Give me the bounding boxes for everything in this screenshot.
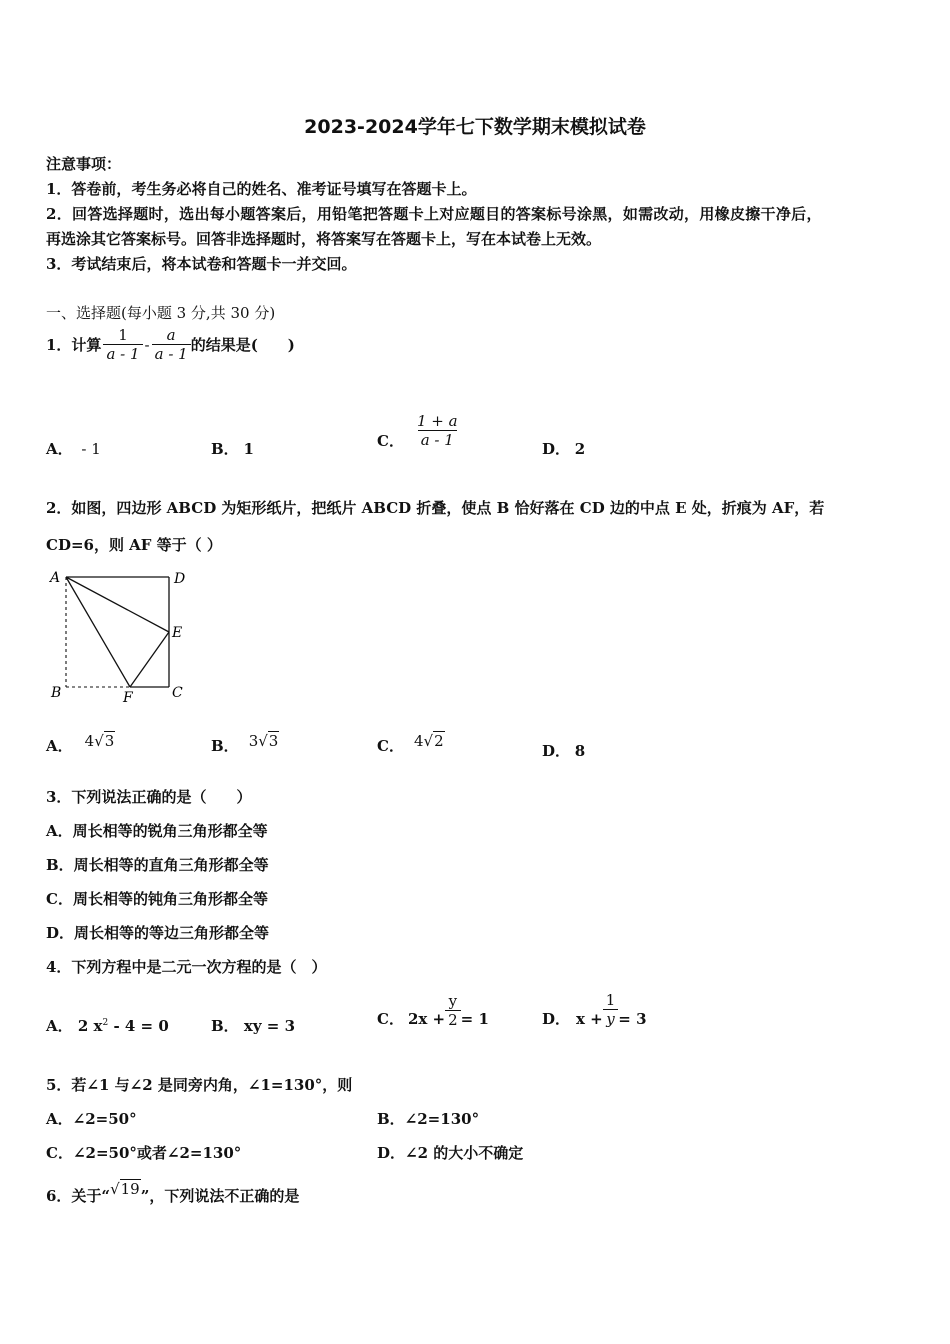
option-label: D．	[542, 1010, 571, 1028]
frac-num: 1 + a	[416, 412, 458, 430]
q2-option-c[interactable]	[377, 732, 445, 756]
option-label: D．	[542, 440, 571, 458]
coefficient: 3	[248, 732, 259, 750]
notice-item: 3．考试结束后，将本试卷和答题卡一并交回。	[46, 255, 357, 273]
radicand: 19	[120, 1180, 140, 1198]
q1-frac2-den: a - 1	[152, 344, 191, 363]
sqrt-expression	[249, 732, 280, 750]
sqrt: √3	[94, 732, 115, 750]
q5-option-c[interactable]: C．∠2=50°或者∠2=130°	[46, 1144, 242, 1162]
expr-part: = 1	[460, 1009, 489, 1028]
q5-option-b[interactable]: B．∠2=130°	[377, 1110, 480, 1128]
radicand: 3	[268, 732, 279, 750]
question-1	[46, 326, 295, 363]
q5-stem: 5．若∠1 与∠2 是同旁内角，∠1=130°，则	[46, 1076, 353, 1094]
frac-num: y	[448, 992, 458, 1010]
segment-ef	[130, 632, 169, 687]
option-label: C．	[377, 737, 404, 755]
q1-suffix: 的结果是( )	[190, 336, 295, 354]
q3-option-d[interactable]: D．周长相等的等边三角形都全等	[46, 924, 270, 942]
option-label: B．	[211, 737, 239, 755]
frac-den: a - 1	[418, 430, 457, 449]
notice-item: 再选涂其它答案标号。回答非选择题时，将答案写在答题卡上，写在本试卷上无效。	[46, 230, 602, 248]
question-6	[46, 1180, 299, 1206]
q1-frac1-num: 1	[118, 326, 128, 344]
q1-option-d[interactable]	[542, 438, 585, 459]
notice-item: 2．回答选择题时，选出每小题答案后，用铅笔把答题卡上对应题目的答案标号涂黑，如需改动，用橡皮擦干净后，	[46, 205, 822, 223]
q1-frac2-num: a	[166, 326, 176, 344]
exponent: 2	[102, 1018, 109, 1028]
q4-option-a[interactable]	[46, 1015, 169, 1036]
expr-part: 2x +	[407, 1009, 446, 1028]
expr-part: x +	[576, 1009, 603, 1028]
label-c: C	[172, 685, 183, 701]
option-value: xy = 3	[243, 1017, 296, 1035]
option-value: 2	[574, 440, 586, 458]
coefficient: 4	[413, 732, 424, 750]
sqrt-expression	[414, 732, 445, 750]
option-value: 8	[574, 742, 586, 760]
sqrt-expression	[85, 732, 116, 750]
option-label: C．	[377, 1010, 404, 1028]
q3-option-b[interactable]: B．周长相等的直角三角形都全等	[46, 856, 269, 874]
coefficient: 4	[84, 732, 95, 750]
q4-c-fraction	[445, 992, 461, 1029]
sqrt: √19	[110, 1180, 140, 1198]
label-b: B	[51, 685, 62, 701]
q4-option-c[interactable]	[377, 992, 489, 1029]
option-label: B．	[211, 1017, 239, 1035]
q1-option-a[interactable]	[46, 438, 101, 459]
notice-item: 1．答卷前，考生务必将自己的姓名、准考证号填写在答题卡上。	[46, 180, 477, 198]
option-value: 1	[243, 440, 254, 458]
option-label: B．	[211, 440, 239, 458]
page-title: 2023-2024学年七下数学期末模拟试卷	[304, 116, 646, 138]
q1-prefix: 1．计算	[46, 336, 102, 354]
q2-option-d[interactable]	[542, 740, 585, 761]
option-label: A．	[46, 737, 73, 755]
option-label: A．	[46, 1017, 73, 1035]
q1-frac1-den: a - 1	[103, 344, 142, 363]
label-a: A	[50, 570, 61, 586]
q3-stem: 3．下列说法正确的是（ ）	[46, 788, 252, 806]
q2-stem-line1: 2．如图，四边形 ABCD 为矩形纸片，把纸片 ABCD 折叠，使点 B 恰好落在 CD 边的中点 E 处，折痕为 AF，若	[46, 499, 825, 517]
notice-heading: 注意事项：	[46, 155, 122, 173]
section-heading: 一、选择题(每小题 3 分,共 30 分)	[46, 304, 276, 322]
q5-option-d[interactable]: D．∠2 的大小不确定	[377, 1144, 524, 1162]
q1-fraction-1	[103, 326, 142, 363]
q2-stem-line2: CD=6，则 AF 等于（ ）	[46, 536, 222, 554]
label-e: E	[172, 625, 183, 641]
q2-option-b[interactable]	[211, 732, 279, 756]
frac-num: 1	[605, 991, 616, 1009]
q5-option-a[interactable]: A．∠2=50°	[46, 1110, 137, 1128]
radicand: 2	[434, 732, 444, 750]
q6-prefix: 6．关于“	[46, 1187, 111, 1205]
sqrt: √2	[423, 732, 444, 750]
radicand: 3	[104, 732, 115, 750]
expr-part: = 3	[618, 1009, 647, 1028]
q4-d-fraction	[603, 991, 619, 1028]
q1-minus: -	[144, 335, 150, 354]
label-d: D	[174, 571, 186, 587]
frac-den: 2	[445, 1010, 461, 1029]
option-value: - 1	[81, 440, 101, 458]
q1-fraction-2	[152, 326, 191, 363]
option-label: D．	[542, 742, 571, 760]
q4-option-b[interactable]	[211, 1015, 295, 1036]
option-label: A．	[46, 440, 73, 458]
frac-den: y	[603, 1009, 617, 1028]
q2-option-a[interactable]	[46, 732, 115, 756]
q1-option-c[interactable]	[377, 410, 461, 451]
label-f: F	[123, 690, 133, 706]
q4-stem: 4．下列方程中是二元一次方程的是（ ）	[46, 958, 327, 976]
q3-option-a[interactable]: A．周长相等的锐角三角形都全等	[46, 822, 268, 840]
option-label: C．	[377, 432, 404, 450]
q6-suffix: ”，下列说法不正确的是	[140, 1187, 300, 1205]
q3-option-c[interactable]: C．周长相等的钝角三角形都全等	[46, 890, 268, 908]
expr-part: - 4 = 0	[108, 1017, 169, 1035]
expr-part: 2 x	[77, 1017, 103, 1035]
sqrt: √3	[258, 732, 279, 750]
q4-option-d[interactable]	[542, 990, 647, 1029]
q1-option-b[interactable]	[211, 438, 254, 459]
q2-rectangle-figure	[44, 565, 204, 707]
q1-c-fraction	[414, 412, 461, 449]
